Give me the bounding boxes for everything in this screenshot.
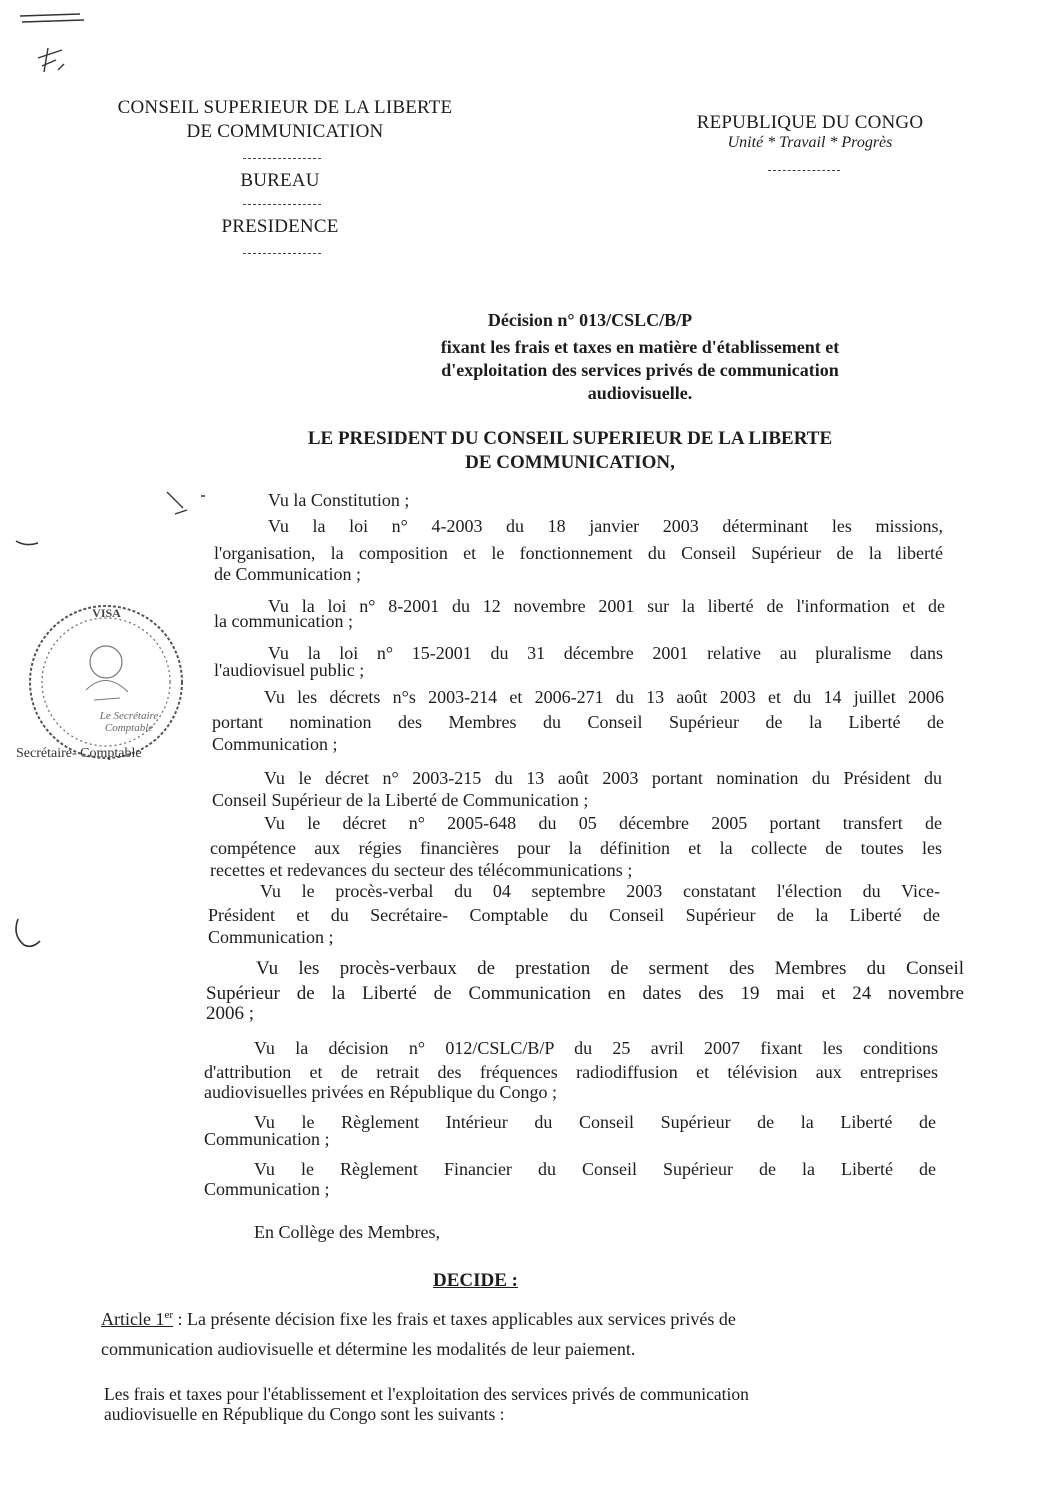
vu-line: l'organisation, la composition et le fonctionnement du Conseil Supérieur de la liberté (214, 543, 943, 563)
vu-line: de Communication ; (214, 564, 361, 584)
college-line: En Collège des Membres, (254, 1222, 440, 1242)
divider (768, 170, 840, 171)
president-heading-line1: LE PRESIDENT DU CONSEIL SUPERIEUR DE LA LIBERTE (307, 428, 833, 449)
stamp-visa: VISA (92, 606, 121, 620)
vu-line: Vu les décrets n°s 2003-214 et 2006-271 du 13 août 2003 et du 14 juillet 2006 (264, 687, 944, 707)
vu-line: d'attribution et de retrait des fréquences radiodiffusion et télévision aux entreprises (204, 1062, 938, 1082)
vu-line: la communication ; (214, 611, 353, 631)
vu-line: Vu le procès-verbal du 04 septembre 2003 constatant l'élection du Vice- (260, 881, 940, 901)
vu-line: Vu la loi n° 8-2001 du 12 novembre 2001 sur la liberté de l'information et de (268, 596, 945, 616)
vu-line: Vu la loi n° 15-2001 du 31 décembre 2001 relative au pluralisme dans (268, 643, 943, 663)
council-name-line2: DE COMMUNICATION (186, 121, 384, 142)
stamp-seal (24, 600, 189, 765)
vu-line: Vu le Règlement Financier du Conseil Supérieur de la Liberté de (254, 1159, 936, 1179)
vu-line: Vu la décision n° 012/CSLC/B/P du 25 avril 2007 fixant les conditions (254, 1038, 938, 1058)
official-stamp (16, 600, 189, 765)
divider (243, 204, 321, 205)
final-line2: audiovisuelle en République du Congo sont les suivants : (104, 1404, 505, 1424)
decision-subject-line3: audiovisuelle. (587, 383, 693, 403)
article-1-text: : La présente décision fixe les frais et taxes applicables aux services privés de (173, 1309, 736, 1329)
scribble-mark (18, 10, 88, 85)
vu-line: Communication ; (212, 734, 338, 754)
bureau-label: BUREAU (240, 170, 320, 191)
article-1-label: Article 1er (101, 1309, 174, 1329)
stamp-caption: Secrétaire- Comptable (16, 746, 142, 761)
article-1-line1 (101, 1309, 936, 1330)
vu-line: Président et du Secrétaire- Comptable du Conseil Supérieur de la Liberté de (208, 905, 940, 925)
decision-subject-line2: d'exploitation des services privés de communication (441, 360, 839, 380)
vu-line: portant nomination des Membres du Conseil Supérieur de la Liberté de (212, 712, 944, 732)
margin-mark (14, 535, 44, 555)
republic-title: REPUBLIQUE DU CONGO (696, 112, 924, 133)
article-1-line2: communication audiovisuelle et détermine les modalités de leur paiement. (101, 1339, 636, 1359)
vu-line: Conseil Supérieur de la Liberté de Communication ; (212, 790, 589, 810)
decision-subject-line1: fixant les frais et taxes en matière d'établissement et (440, 337, 840, 357)
divider (243, 158, 321, 159)
margin-mark (10, 915, 50, 955)
vu-line: Vu le décret n° 2005-648 du 05 décembre 2005 portant transfert de (264, 813, 942, 833)
margin-mark (165, 490, 215, 520)
presidence-label: PRESIDENCE (221, 216, 339, 237)
decision-number: Décision n° 013/CSLC/B/P (487, 310, 693, 330)
vu-line: l'audiovisuel public ; (214, 660, 365, 680)
vu-line: recettes et redevances du secteur des télécommunications ; (210, 860, 633, 880)
vu-line: Communication ; (208, 927, 334, 947)
vu-line: Vu le Règlement Intérieur du Conseil Supérieur de la Liberté de (254, 1112, 936, 1132)
vu-line: compétence aux régies financières pour la définition et la collecte de toutes les (210, 838, 942, 858)
decide-heading: DECIDE : (433, 1270, 518, 1291)
stamp-inner-text: Le Secrétaire Comptable (99, 710, 159, 734)
vu-line: Vu la Constitution ; (268, 490, 410, 510)
vu-line: Vu les procès-verbaux de prestation de serment des Membres du Conseil (256, 958, 964, 979)
vu-line: Communication ; (204, 1129, 330, 1149)
final-line1: Les frais et taxes pour l'établissement et l'exploitation des services privés de communication (104, 1384, 749, 1404)
vu-line: Communication ; (204, 1179, 330, 1199)
vu-line: Supérieur de la Liberté de Communication en dates des 19 mai et 24 novembre (206, 983, 964, 1004)
vu-line: audiovisuelles privées en République du Congo ; (204, 1082, 557, 1102)
council-name-line1: CONSEIL SUPERIEUR DE LA LIBERTE (117, 97, 453, 118)
president-heading-line2: DE COMMUNICATION, (465, 452, 675, 473)
vu-line: Vu la loi n° 4-2003 du 18 janvier 2003 déterminant les missions, (268, 516, 943, 536)
divider (243, 253, 321, 254)
national-motto: Unité * Travail * Progrès (727, 134, 893, 151)
vu-line: Vu le décret n° 2003-215 du 13 août 2003 portant nomination du Président du (264, 768, 942, 788)
vu-line: 2006 ; (206, 1003, 255, 1024)
